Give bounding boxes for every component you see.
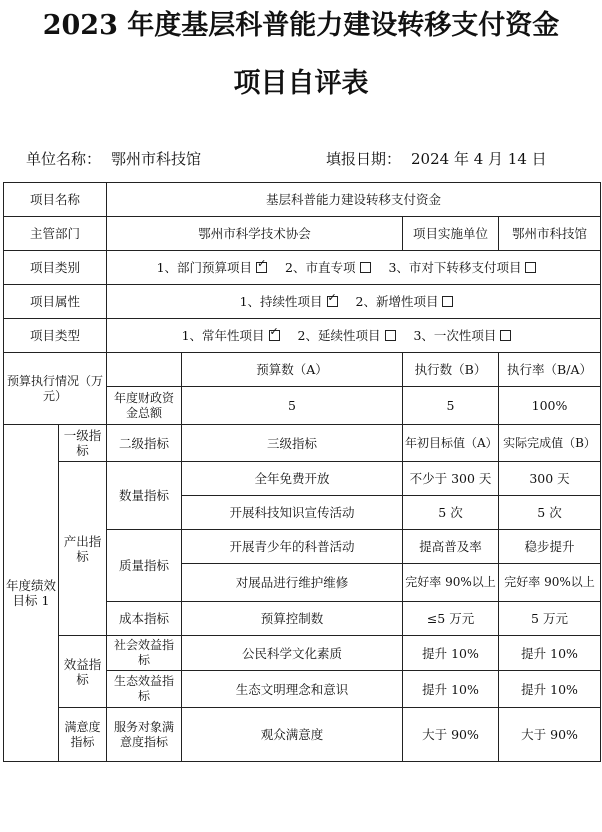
type-option-3-text: 3、一次性项目: [413, 328, 497, 343]
actual-value: 5 万元: [499, 602, 601, 636]
unit-value: 鄂州市科技馆: [111, 150, 202, 168]
indicator-text: 公民科学文化素质: [182, 636, 403, 671]
actual-value: 大于 90%: [499, 708, 601, 762]
row-budget-header: [4, 353, 601, 387]
indicator-text: 观众满意度: [182, 708, 403, 762]
quality-label: 质量指标: [107, 530, 182, 602]
indicator-text: 开展青少年的科普活动: [182, 530, 403, 564]
target-value: 不少于 300 天: [403, 462, 499, 496]
indicator-text: 开展科技知识宣传活动: [182, 496, 403, 530]
type-label: 项目类型: [4, 319, 107, 353]
row-attribute: [4, 285, 601, 319]
target-value: 提高普及率: [403, 530, 499, 564]
empty-box-icon[interactable]: [525, 262, 536, 273]
date-label: 填报日期：: [326, 150, 402, 168]
title-line-2: 项目自评表: [233, 68, 369, 99]
row-project-name: [4, 183, 601, 217]
checked-box-icon[interactable]: [269, 330, 280, 341]
table-row: [4, 708, 601, 762]
title-line-1: 2023 年度基层科普能力建设转移支付资金: [42, 10, 560, 41]
social-label: 社会效益指标: [107, 636, 182, 671]
attribute-option-1[interactable]: [240, 294, 338, 309]
quantity-label: 数量指标: [107, 462, 182, 530]
attribute-option-1-text: 1、持续性项目: [239, 294, 323, 309]
checked-box-icon[interactable]: [327, 296, 338, 307]
empty-box-icon[interactable]: [500, 330, 511, 341]
type-option-1[interactable]: [182, 328, 280, 343]
target-value: ≤5 万元: [403, 602, 499, 636]
satisfaction-label: 满意度指标: [59, 708, 107, 762]
date-value: 2024 年 4 月 14 日: [411, 150, 547, 168]
empty-box-icon[interactable]: [442, 296, 453, 307]
attribute-option-2[interactable]: [356, 294, 454, 309]
unit-meta: [26, 148, 201, 170]
indicator-text: 对展品进行维护维修: [182, 564, 403, 602]
budget-col-a: 预算数（A）: [182, 353, 403, 387]
type-option-2[interactable]: [298, 328, 396, 343]
target-value: 提升 10%: [403, 671, 499, 708]
budget-col-rate: 执行率（B/A）: [499, 353, 601, 387]
category-option-3[interactable]: [388, 260, 536, 275]
table-row: [4, 462, 601, 496]
project-name-value: 基层科普能力建设转移支付资金: [107, 183, 601, 217]
empty-box-icon[interactable]: [360, 262, 371, 273]
actual-value: 提升 10%: [499, 636, 601, 671]
perf-h-actual: 实际完成值（B）: [499, 425, 601, 462]
row-type: [4, 319, 601, 353]
cost-label: 成本指标: [107, 602, 182, 636]
eco-label: 生态效益指标: [107, 671, 182, 708]
category-option-2-text: 2、市直专项: [285, 260, 356, 275]
actual-value: 5 次: [499, 496, 601, 530]
category-option-1[interactable]: [157, 260, 267, 275]
project-name-label: 项目名称: [4, 183, 107, 217]
indicator-text: 生态文明理念和意识: [182, 671, 403, 708]
exec-value: 5: [403, 387, 499, 425]
category-option-3-text: 3、市对下转移支付项目: [388, 260, 522, 275]
type-option-1-text: 1、常年性项目: [181, 328, 265, 343]
indicator-text: 预算控制数: [182, 602, 403, 636]
impl-unit-label: 项目实施单位: [403, 217, 499, 251]
budget-label: 预算执行情况（万元）: [4, 353, 107, 425]
attribute-options: [107, 285, 601, 319]
target-value: 大于 90%: [403, 708, 499, 762]
output-label: 产出指标: [59, 462, 107, 636]
perf-h-target: 年初目标值（A）: [403, 425, 499, 462]
attribute-label: 项目属性: [4, 285, 107, 319]
actual-value: 稳步提升: [499, 530, 601, 564]
actual-value: 提升 10%: [499, 671, 601, 708]
impl-unit-value: 鄂州市科技馆: [499, 217, 601, 251]
target-value: 完好率 90%以上: [403, 564, 499, 602]
table-row: [4, 636, 601, 671]
budget-col-b: 执行数（B）: [403, 353, 499, 387]
perf-group-label: 年度绩效目标 1: [4, 425, 59, 762]
category-option-1-text: 1、部门预算项目: [156, 260, 253, 275]
perf-h-level2: 二级指标: [107, 425, 182, 462]
unit-label: 单位名称：: [26, 150, 102, 168]
benefit-label: 效益指标: [59, 636, 107, 708]
authority-label: 主管部门: [4, 217, 107, 251]
date-meta: [326, 148, 547, 170]
category-options: [107, 251, 601, 285]
attribute-option-2-text: 2、新增性项目: [355, 294, 439, 309]
budget-value: 5: [182, 387, 403, 425]
target-value: 提升 10%: [403, 636, 499, 671]
empty-box-icon[interactable]: [385, 330, 396, 341]
type-options: [107, 319, 601, 353]
perf-h-level3: 三级指标: [182, 425, 403, 462]
actual-value: 完好率 90%以上: [499, 564, 601, 602]
row-category: [4, 251, 601, 285]
actual-value: 300 天: [499, 462, 601, 496]
service-label: 服务对象满意度指标: [107, 708, 182, 762]
type-option-2-text: 2、延续性项目: [297, 328, 381, 343]
budget-blank-header: [107, 353, 182, 387]
category-option-2[interactable]: [285, 260, 370, 275]
category-label: 项目类别: [4, 251, 107, 285]
row-authority: [4, 217, 601, 251]
perf-h-level1: 一级指标: [59, 425, 107, 462]
budget-row-label: 年度财政资金总额: [107, 387, 182, 425]
evaluation-table: [3, 182, 601, 762]
target-value: 5 次: [403, 496, 499, 530]
type-option-3[interactable]: [413, 328, 511, 343]
row-perf-header: [4, 425, 601, 462]
authority-value: 鄂州市科学技术协会: [107, 217, 403, 251]
indicator-text: 全年免费开放: [182, 462, 403, 496]
checked-box-icon[interactable]: [256, 262, 267, 273]
rate-value: 100%: [499, 387, 601, 425]
